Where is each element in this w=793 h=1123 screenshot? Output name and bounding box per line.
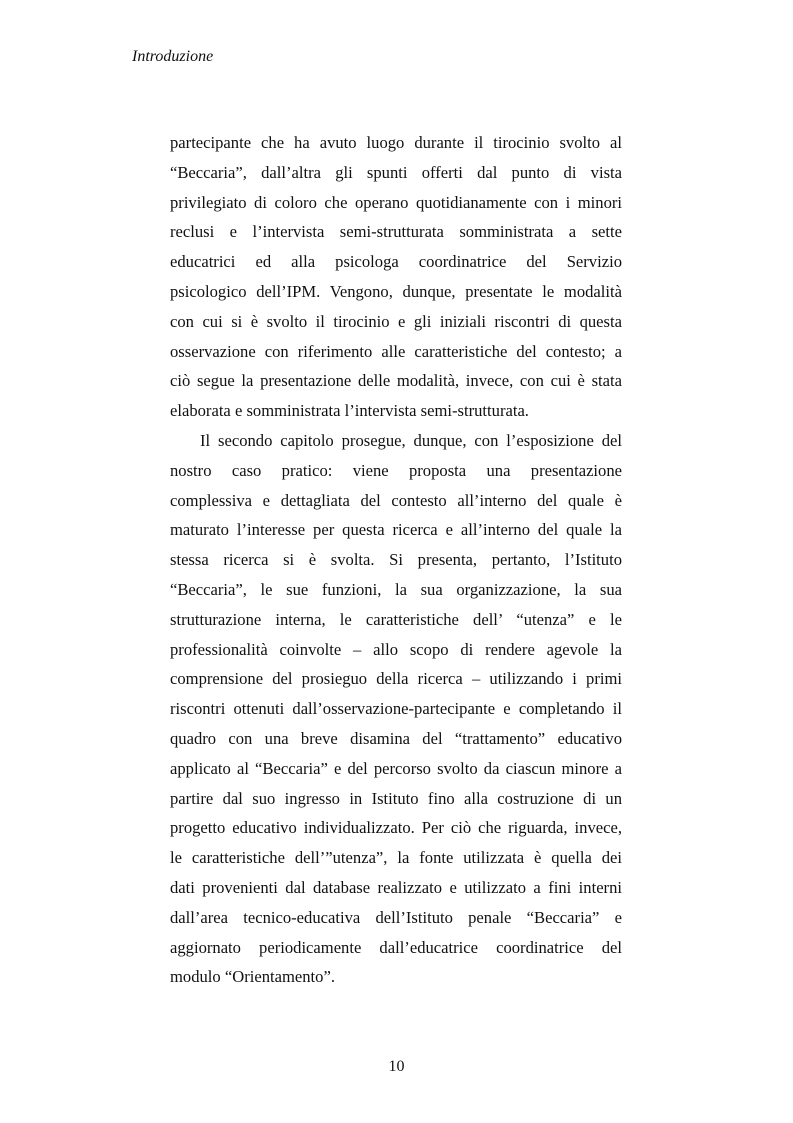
text-line: dall’area tecnico-educativa dell’Istituto penale “Beccaria” e xyxy=(170,907,622,927)
text-line: ciò segue la presentazione delle modalità, invece, con cui è stata xyxy=(170,371,622,391)
text-line: maturato l’interesse per questa ricerca e all’interno del quale la xyxy=(170,520,622,540)
text-line: osservazione con riferimento alle caratteristiche del contesto; a xyxy=(170,341,622,361)
text-line: applicato al “Beccaria” e del percorso svolto da ciascun minore a xyxy=(170,758,622,778)
text-line: Il secondo capitolo prosegue, dunque, con l’esposizione del xyxy=(200,430,622,450)
text-line: psicologico dell’IPM. Vengono, dunque, presentate le modalità xyxy=(170,281,622,301)
body-text xyxy=(170,128,622,992)
text-line: progetto educativo individualizzato. Per ciò che riguarda, invece, xyxy=(170,818,622,838)
text-line: stessa ricerca si è svolta. Si presenta, pertanto, l’Istituto xyxy=(170,550,622,570)
text-line: aggiornato periodicamente dall’educatrice coordinatrice del xyxy=(170,937,622,957)
text-line: riscontri ottenuti dall’osservazione-partecipante e completando il xyxy=(170,699,622,719)
text-line: le caratteristiche dell’”utenza”, la fonte utilizzata è quella dei xyxy=(170,848,622,868)
text-line: partecipante che ha avuto luogo durante il tirocinio svolto al xyxy=(170,133,622,152)
text-line: partire dal suo ingresso in Istituto fino alla costruzione di un xyxy=(170,788,622,808)
text-line: dati provenienti dal database realizzato e utilizzato a fini interni xyxy=(170,877,622,897)
text-line: modulo “Orientamento”. xyxy=(170,967,335,987)
text-line: elaborata e somministrata l’intervista semi-strutturata. xyxy=(170,401,529,421)
text-line: privilegiato di coloro che operano quotidianamente con i minori xyxy=(170,192,622,212)
text-line: comprensione del prosieguo della ricerca – utilizzando i primi xyxy=(170,669,622,689)
text-line: professionalità coinvolte – allo scopo di rendere agevole la xyxy=(170,639,622,659)
text-line: “Beccaria”, dall’altra gli spunti offerti dal punto di vista xyxy=(170,162,622,182)
paragraph-2 xyxy=(170,426,622,992)
text-line: complessiva e dettagliata del contesto all’interno del quale è xyxy=(170,490,622,510)
text-line: con cui si è svolto il tirocinio e gli iniziali riscontri di questa xyxy=(170,311,622,331)
text-line: quadro con una breve disamina del “trattamento” educativo xyxy=(170,728,622,748)
text-line: reclusi e l’intervista semi-strutturata somministrata a sette xyxy=(170,222,622,242)
paragraph-1 xyxy=(170,128,622,426)
page-number: 10 xyxy=(388,1058,405,1075)
running-header: Introduzione xyxy=(132,48,214,65)
text-line: strutturazione interna, le caratteristiche dell’ “utenza” e le xyxy=(170,609,622,629)
text-line: “Beccaria”, le sue funzioni, la sua organizzazione, la sua xyxy=(170,579,622,599)
text-line: nostro caso pratico: viene proposta una presentazione xyxy=(170,460,622,480)
text-line: educatrici ed alla psicologa coordinatrice del Servizio xyxy=(170,252,622,272)
